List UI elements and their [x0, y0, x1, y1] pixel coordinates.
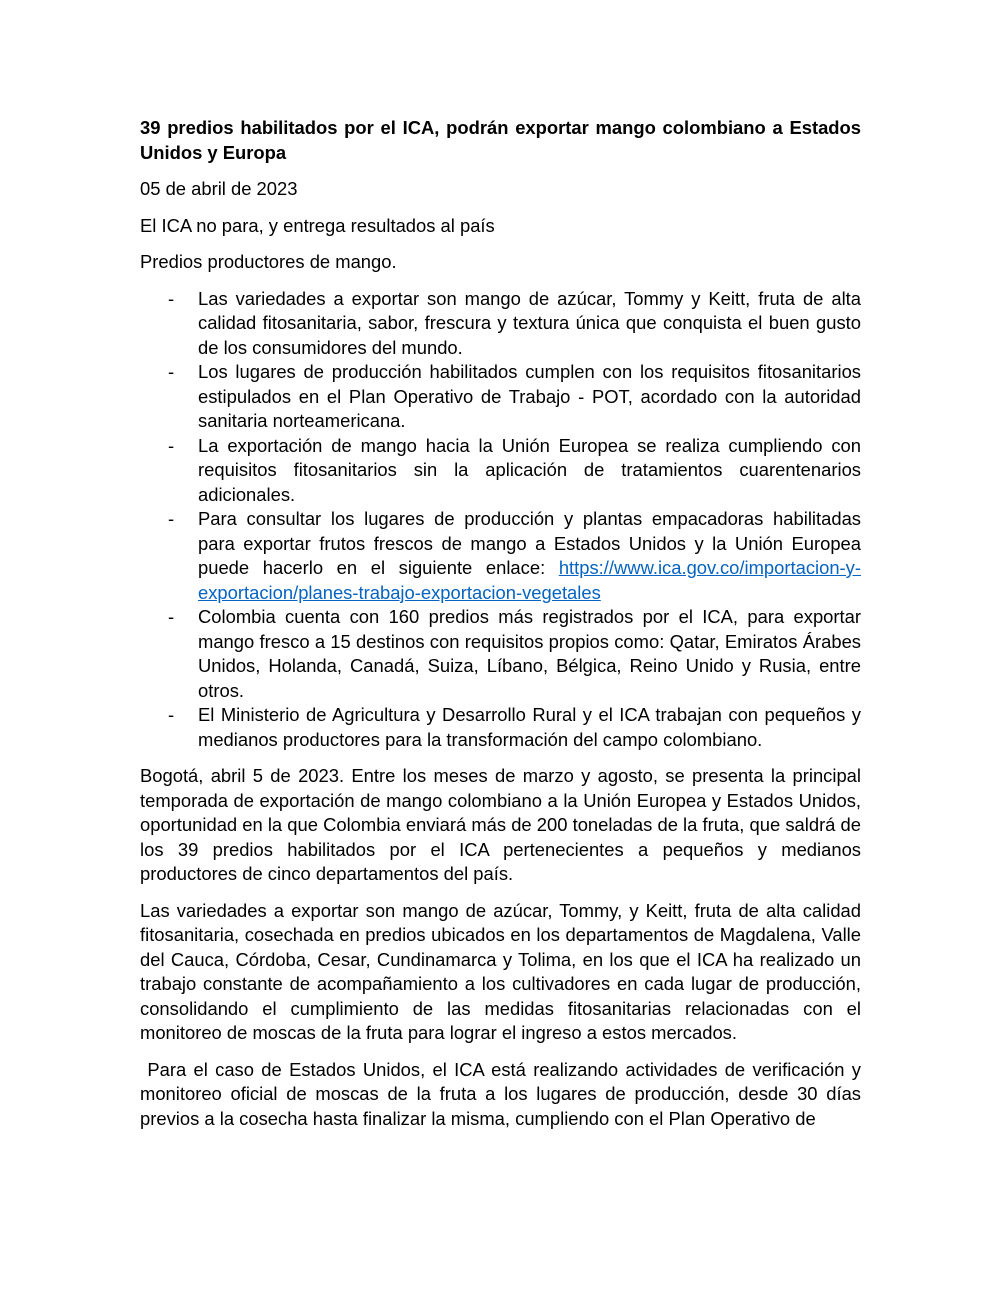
list-item — [140, 287, 861, 361]
list-item — [140, 360, 861, 434]
document-page — [140, 116, 867, 1143]
bullet-dash: - — [168, 361, 175, 382]
body-paragraph: Bogotá, abril 5 de 2023. Entre los meses de marzo y agosto, se presenta la principal temporada de exportación de mango colombiano a la Unión Europea y Estados Unidos, oportunidad en la que Colombia enviará más de 200 toneladas de la fruta, que saldrá de los 39 predios habilitados por el ICA pertenecientes a pequeños y medianos productores de cinco departamentos del país. — [140, 765, 861, 884]
list-item-text: Colombia cuenta con 160 predios más registrados por el ICA, para exportar mango fresco a 15 destinos con requisitos propios como: Qatar, Emiratos Árabes Unidos, Holanda, Canadá, Suiza, Líbano, Bélgica, Reino Unido y Rusia, entre otros. — [198, 606, 861, 701]
list-item — [140, 507, 861, 605]
bullet-dash: - — [168, 606, 175, 627]
list-item — [140, 703, 861, 752]
key-points-list — [140, 287, 861, 753]
list-item-text: El Ministerio de Agricultura y Desarrollo Rural y el ICA trabajan con pequeños y medianos productores para la transformación del campo colombiano. — [198, 704, 861, 750]
bullet-dash: - — [168, 434, 175, 456]
body-paragraph: Las variedades a exportar son mango de azúcar, Tommy, y Keitt, fruta de alta calidad fitosanitaria, cosechada en predios ubicados en los departamentos de Magdalena, Valle del Cauca, Córdoba, Cesar, Cundinamarca y Tolima, en los que el ICA ha realizado un trabajo constante de acompañamiento a los cultivadores en cada lugar de producción, consolidando el cumplimiento de las medidas fitosanitarias relacionadas con el monitoreo de moscas de la fruta para lograr el ingreso a estos mercados. — [140, 899, 861, 1043]
document-date: 05 de abril de 2023 — [140, 178, 298, 199]
list-item — [140, 434, 861, 508]
list-item-text: Las variedades a exportar son mango de azúcar, Tommy y Keitt, fruta de alta calidad fitosanitaria, sabor, frescura y textura única que conquista el buen gusto de los consumidores del mundo. — [198, 287, 861, 358]
document-title: 39 predios habilitados por el ICA, podrán exportar mango colombiano a Estados Unidos y Europa — [140, 117, 861, 163]
list-item-text: La exportación de mango hacia la Unión Europea se realiza cumpliendo con requisitos fitosanitarios sin la aplicación de tratamientos cuarentenarios adicionales. — [198, 434, 861, 505]
document-subtitle: Predios productores de mango. — [140, 251, 397, 272]
body-paragraph: Para el caso de Estados Unidos, el ICA está realizando actividades de verificación y monitoreo oficial de moscas de la fruta a los lugares de producción, desde 30 días previos a la cosecha hasta finalizar la misma, cumpliendo con el Plan Operativo de — [140, 1058, 867, 1129]
export-plans-link[interactable]: https://www.ica.gov.co/importacion-y-exportacion/planes-trabajo-exportacion-vegetales — [198, 557, 861, 603]
list-item-text: Los lugares de producción habilitados cumplen con los requisitos fitosanitarios estipulados en el Plan Operativo de Trabajo - POT, acordado con la autoridad sanitaria norteamericana. — [198, 361, 861, 431]
list-item-text: Para consultar los lugares de producción y plantas empacadoras habilitadas para exportar frutos frescos de mango a Estados Unidos y la Unión Europea puede hacerlo en el siguiente enlace: — [198, 508, 861, 578]
list-item — [140, 605, 861, 703]
bullet-dash: - — [168, 287, 175, 309]
bullet-dash: - — [168, 508, 175, 529]
document-tagline: El ICA no para, y entrega resultados al país — [140, 214, 495, 236]
bullet-dash: - — [168, 704, 175, 725]
